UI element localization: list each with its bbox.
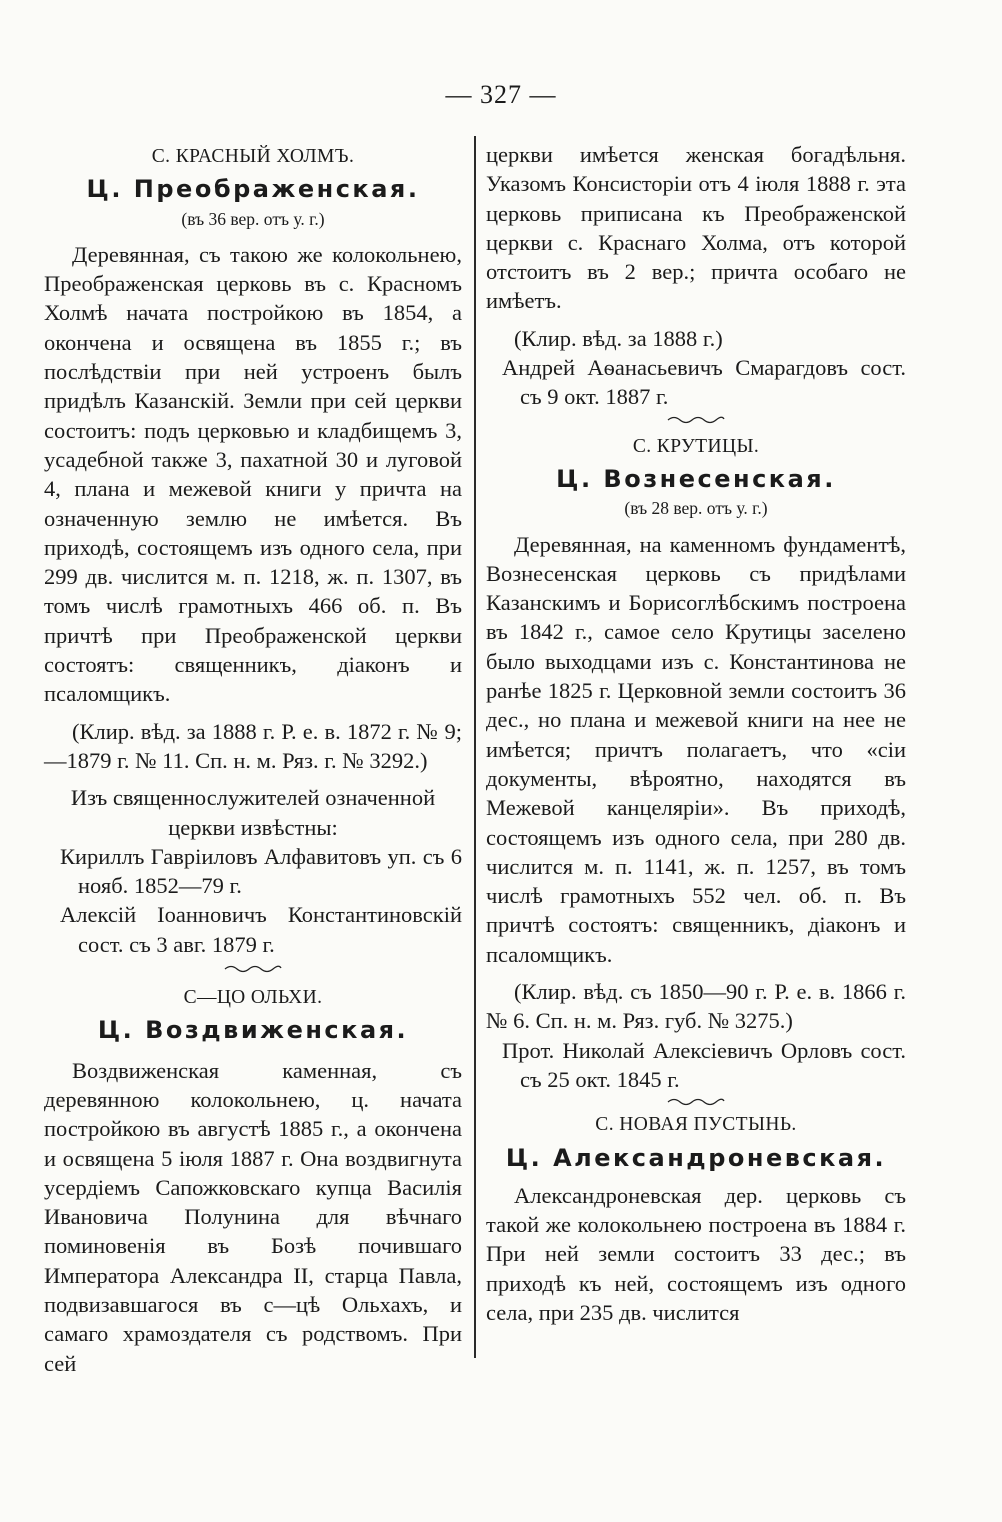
page-number: — 327 —: [445, 80, 557, 109]
column-divider: [474, 136, 476, 1358]
clergy-entry: Прот. Николай Алексіевичъ Орловъ сост. съ 25 окт. 1845 г.: [502, 1037, 906, 1092]
village-heading: С. КРУТИЦЫ.: [632, 435, 760, 457]
distance-note: (въ 28 вер. отъ у. г.): [624, 498, 768, 519]
church-heading: Ц. Преображенская.: [86, 175, 420, 204]
church-heading: Ц. Воздвиженская.: [97, 1016, 409, 1045]
distance-note: (въ 36 вер. отъ у. г.): [181, 208, 325, 229]
village-heading: С. НОВАЯ ПУСТЫНЬ.: [595, 1114, 797, 1136]
body-paragraph: Воздвиженская каменная, съ деревянною колокольнею, ц. начата постройкою въ августѣ 1885 г., а окончена и освящена 5 іюля 1887 г. Она воздвигнута усердіемъ Сапожковскаго купца Василія Ивановича Полунина для вѣчнаго поминовенія въ Бозѣ почившаго Императора Александра II, старца Павла, подвизавшагося въ с—цѣ Ольхахъ, и самаго храмоздателя съ родствомъ. При сей: [44, 1057, 462, 1376]
body-paragraph: Деревянная, на каменномъ фундаментѣ, Вознесенская церковь съ придѣлами Казанскимъ и Борисоглѣбскимъ построена въ 1842 г., самое село Крутицы заселено было выходцами изъ с. Константинова не ранѣе 1825 г. Церковной земли состоитъ 36 дес., но плана и межевой книги на нее не имѣется; причтъ полагаетъ, что «сіи документы, вѣроятно, находятся въ Межевой канцеляріи». Въ приходѣ, состоящемъ изъ одного села, при 280 дв. числится м. п. 1141, ж. п. 1257, въ томъ числѣ грамотныхъ 552 чел. об. п. Въ причтѣ состоятъ: священникъ, діаконъ и псаломщикъ.: [486, 531, 906, 967]
church-heading: Ц. Вознесенская.: [556, 464, 836, 493]
right-column: [486, 140, 906, 1327]
clergy-entry: Андрей Аѳанасьевичъ Смарагдовъ сост. съ 9 окт. 1887 г.: [502, 355, 906, 410]
clergy-heading: Изъ священнослужителей означенной церкви извѣстны:: [70, 785, 436, 840]
clergy-entry: Кириллъ Гавріиловъ Алфавитовъ уп. съ 6 нояб. 1852—79 г.: [60, 843, 462, 899]
church-heading: Ц. Александроневская.: [505, 1143, 887, 1172]
source-note: (Клир. вѣд. за 1888 г.): [514, 325, 723, 351]
wave-ornament: [666, 414, 726, 424]
left-column: [44, 140, 462, 1378]
village-heading: С—ЦО ОЛЬХИ.: [183, 987, 323, 1009]
wave-ornament: [223, 963, 283, 973]
source-note: (Клир. вѣд. за 1888 г. Р. е. в. 1872 г. № 9;—1879 г. № 11. Сп. н. м. Ряз. г. № 3292.): [44, 718, 462, 773]
source-note: (Клир. вѣд. съ 1850—90 г. Р. е. в. 1866 г. № 6. Сп. н. м. Ряз. губ. № 3275.): [486, 979, 906, 1034]
body-paragraph: Александроневская дер. церковь съ такой же колокольнею построена въ 1884 г. При ней земли состоитъ 33 дес.; въ приходѣ къ ней, состоящемъ изъ одного села, при 235 дв. числится: [486, 1182, 906, 1325]
body-paragraph: Деревянная, съ такою же колокольнею, Преображенская церковь въ с. Красномъ Холмѣ начата постройкою въ 1854, а окончена и освящена въ 1855 г.; въ послѣдствіи при ней устроенъ былъ придѣлъ Казанскій. Земли при сей церкви состоитъ: подъ церковью и кладбищемъ 3, усадебной также 3, пахатной 30 и луговой 4, плана и межевой книги у причта на означенную землю не имѣется. Въ приходѣ, состоящемъ изъ одного села, при 299 дв. числится м. п. 1218, ж. п. 1307, въ томъ числѣ грамотныхъ 466 об. п. Въ причтѣ при Преображенской церкви состоятъ: священникъ, діаконъ и псаломщикъ.: [44, 241, 462, 707]
village-heading: С. КРАСНЫЙ ХОЛМЪ.: [151, 146, 355, 167]
body-paragraph: церкви имѣется женская богадѣльня. Указомъ Консисторіи отъ 4 іюля 1888 г. эта церковь приписана къ Преображенской церкви с. Краснаго Холма, отъ которой отстоитъ въ 2 вер.; причта особаго не имѣетъ.: [486, 142, 906, 314]
wave-ornament: [666, 1096, 726, 1106]
clergy-entry: Алексій Іоанновичъ Константиновскій сост. съ 3 авг. 1879 г.: [60, 902, 462, 957]
